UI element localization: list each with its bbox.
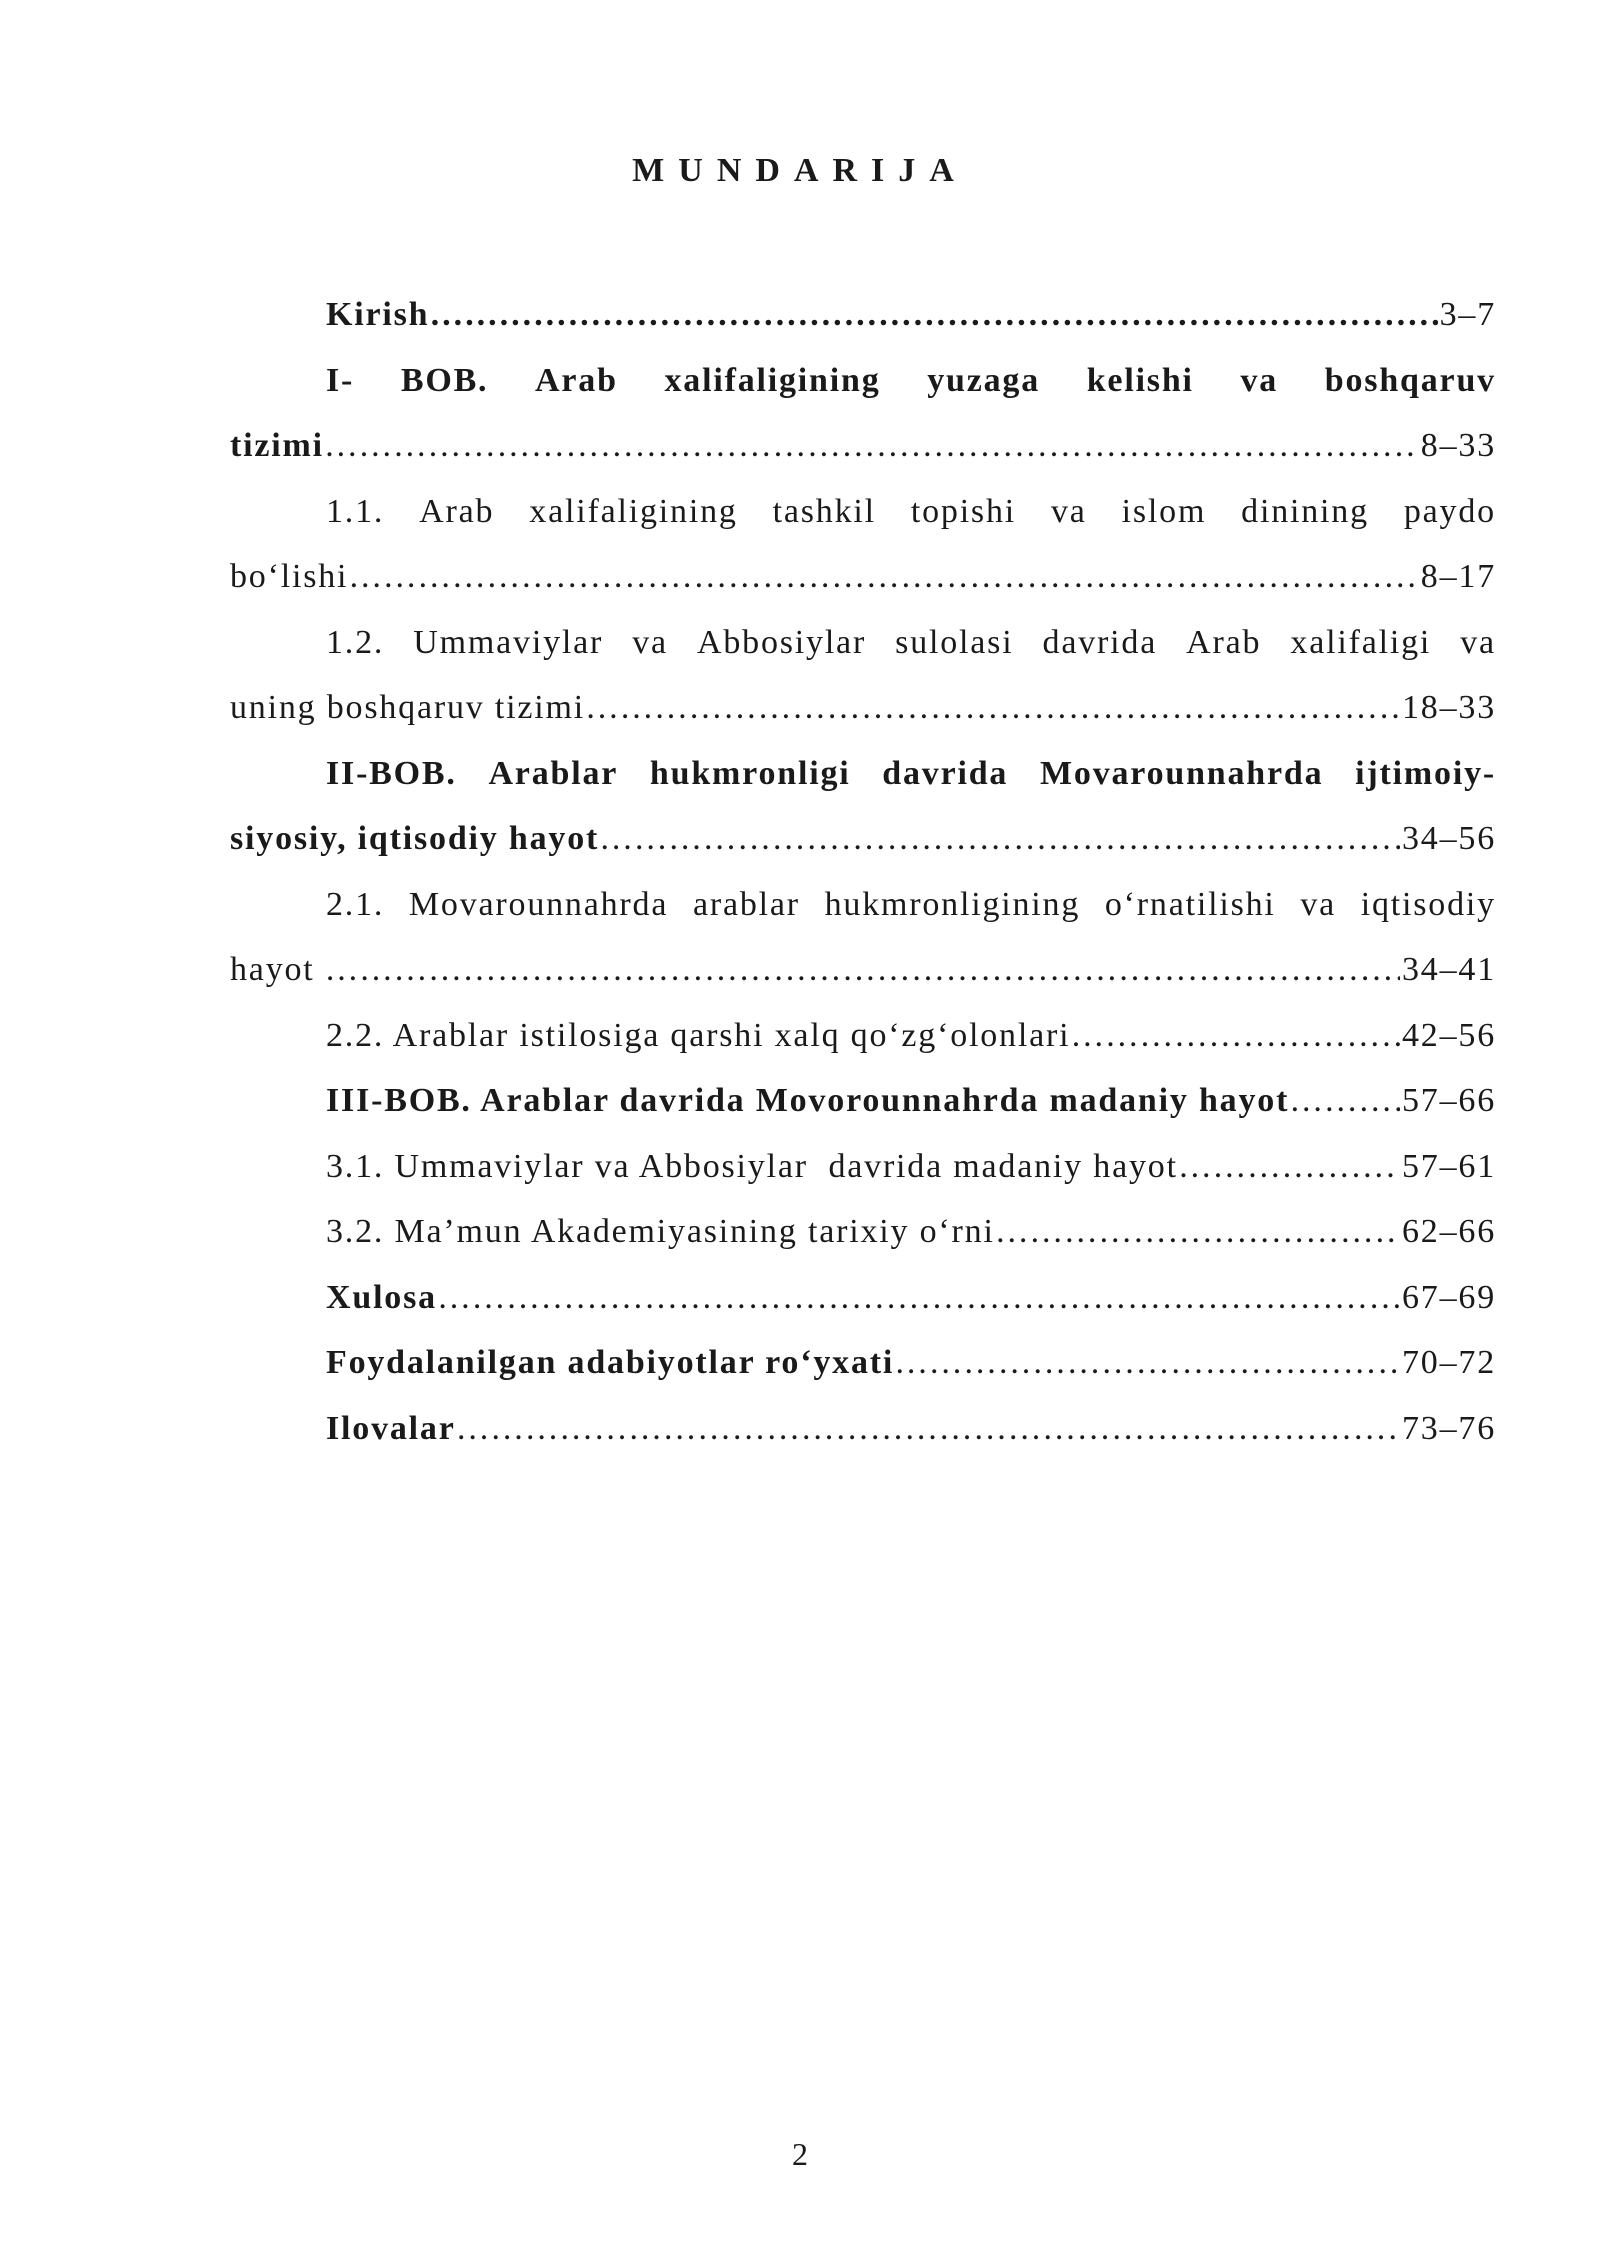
toc-entry-pages: 70–72: [1402, 1344, 1496, 1381]
toc-entry-pages: 42–56: [1402, 1016, 1496, 1054]
toc-word: yuzaga: [927, 361, 1041, 399]
leader-dots: [995, 1199, 1400, 1265]
leader-dots: [599, 806, 1400, 872]
toc-word: arablar: [692, 885, 800, 923]
toc-entry-title: 3.2. Ma’mun Akademiyasining tarixiy o‘rni: [326, 1213, 995, 1250]
toc-entry-pages: 73–76: [1402, 1409, 1496, 1447]
toc-word: xalifaligining: [529, 492, 738, 530]
toc-entry-title: Xulosa: [326, 1278, 437, 1316]
toc-word: Movarounnahrda: [1040, 754, 1324, 792]
leader-dots: [456, 1396, 1400, 1462]
toc-word: xalifaligining: [664, 361, 881, 399]
toc-word: Ummaviylar: [413, 623, 604, 661]
toc-word: xalifaligi: [1290, 623, 1432, 661]
toc-word: islom: [1121, 492, 1207, 530]
leader-dots: [429, 282, 1437, 348]
toc-entry-appendices: [230, 1396, 1496, 1462]
leader-dots: [1178, 1134, 1400, 1200]
toc-word: va: [1460, 623, 1496, 661]
toc-entry-pages: 8–33: [1420, 427, 1496, 464]
toc-word: Movarounnahrda: [408, 885, 669, 923]
toc-entry-pages: 62–66: [1402, 1213, 1496, 1250]
toc-entry-introduction: [230, 282, 1496, 348]
toc-entry-title: 2.2. Arablar istilosiga qarshi xalq qo‘zg‘olonlari: [326, 1016, 1071, 1054]
toc-entry-pages: 3–7: [1439, 296, 1496, 333]
toc-word: tashkil: [772, 492, 876, 530]
leader-dots: [324, 413, 1419, 479]
toc-word: kelishi: [1086, 361, 1194, 399]
toc-entry-chapter-3: [230, 1068, 1496, 1134]
toc-word: iqtisodiy: [1360, 885, 1496, 923]
toc-word: Arablar: [488, 754, 619, 792]
toc-entry-3-2: [230, 1199, 1496, 1265]
page-title: MUNDARIJA: [632, 152, 968, 189]
toc-entry-chapter-1-line1: [230, 348, 1496, 414]
leader-dots: [1070, 1003, 1400, 1069]
table-of-contents: [230, 282, 1496, 1461]
leader-dots: [437, 1265, 1400, 1331]
toc-entry-title: bo‘lishi: [230, 558, 349, 595]
toc-entry-pages: 57–61: [1402, 1147, 1496, 1185]
toc-entry-2-1-line1: [230, 872, 1496, 938]
toc-entry-chapter-2-line2: [230, 806, 1496, 872]
toc-word: 1.2.: [326, 623, 385, 661]
toc-entry-1-2-line1: [230, 610, 1496, 676]
leader-dots: [585, 675, 1400, 741]
toc-entry-title: Ilovalar: [326, 1409, 456, 1447]
toc-word: topishi: [910, 492, 1017, 530]
toc-word: boshqaruv: [1324, 361, 1496, 399]
leader-dots: [315, 937, 1400, 1003]
toc-word: Arab: [1186, 623, 1262, 661]
toc-word: BOB.: [400, 361, 489, 399]
toc-entry-chapter-1-line2: [230, 413, 1496, 479]
toc-entry-1-1-line2: [230, 544, 1496, 610]
toc-word: sulolasi: [895, 623, 1014, 661]
toc-word: 2.1.: [326, 885, 385, 923]
toc-entry-3-1: [230, 1134, 1496, 1200]
toc-word: Abbosiylar: [696, 623, 867, 661]
toc-entry-title: III-BOB. Arablar davrida Movorounnahrda madaniy hayot: [326, 1082, 1290, 1119]
toc-entry-title: uning boshqaruv tizimi: [230, 689, 586, 726]
toc-word: va: [1050, 492, 1087, 530]
toc-entry-pages: 8–17: [1420, 558, 1496, 595]
toc-word: hukmronligi: [649, 754, 851, 792]
leader-dots: [1289, 1068, 1400, 1134]
toc-entry-title: siyosiy, iqtisodiy hayot: [230, 820, 600, 857]
toc-entry-conclusion: [230, 1265, 1496, 1331]
toc-word: o‘rnatilishi: [1104, 885, 1276, 923]
toc-word: Arab: [419, 492, 495, 530]
toc-word: davrida: [882, 754, 1009, 792]
toc-word: paydo: [1403, 492, 1496, 530]
toc-entry-pages: 67–69: [1402, 1278, 1496, 1316]
toc-entry-title: Foydalanilgan adabiyotlar ro‘yxati: [326, 1344, 895, 1381]
toc-entry-pages: 18–33: [1402, 689, 1496, 726]
toc-word: va: [1240, 361, 1279, 399]
toc-entry-bibliography: [230, 1330, 1496, 1396]
toc-word: II-BOB.: [326, 754, 457, 792]
toc-entry-chapter-2-line1: [230, 741, 1496, 807]
toc-entry-pages: 57–66: [1402, 1082, 1496, 1119]
toc-word: ijtimoiy-: [1355, 754, 1496, 792]
leader-dots: [348, 544, 1419, 610]
toc-entry-2-2: [230, 1003, 1496, 1069]
toc-entry-title: hayot: [230, 951, 315, 988]
toc-word: 1.1.: [326, 492, 385, 530]
toc-entry-pages: 34–41: [1402, 951, 1496, 988]
page-number: 2: [792, 2136, 808, 2172]
toc-entry-2-1-line2: [230, 937, 1496, 1003]
toc-word: hukmronligining: [824, 885, 1081, 923]
toc-word: va: [1300, 885, 1337, 923]
toc-word: dinining: [1241, 492, 1369, 530]
toc-entry-1-2-line2: [230, 675, 1496, 741]
toc-entry-title: Kirish: [326, 296, 430, 333]
toc-word: va: [632, 623, 668, 661]
toc-word: Arab: [535, 361, 618, 399]
toc-entry-pages: 34–56: [1402, 820, 1496, 857]
toc-entry-title: tizimi: [230, 427, 324, 464]
leader-dots: [894, 1330, 1400, 1396]
toc-word: I-: [326, 361, 355, 399]
toc-word: davrida: [1042, 623, 1158, 661]
toc-entry-1-1-line1: [230, 479, 1496, 545]
toc-entry-title: 3.1. Ummaviylar va Abbosiylar davrida madaniy hayot: [326, 1147, 1178, 1185]
